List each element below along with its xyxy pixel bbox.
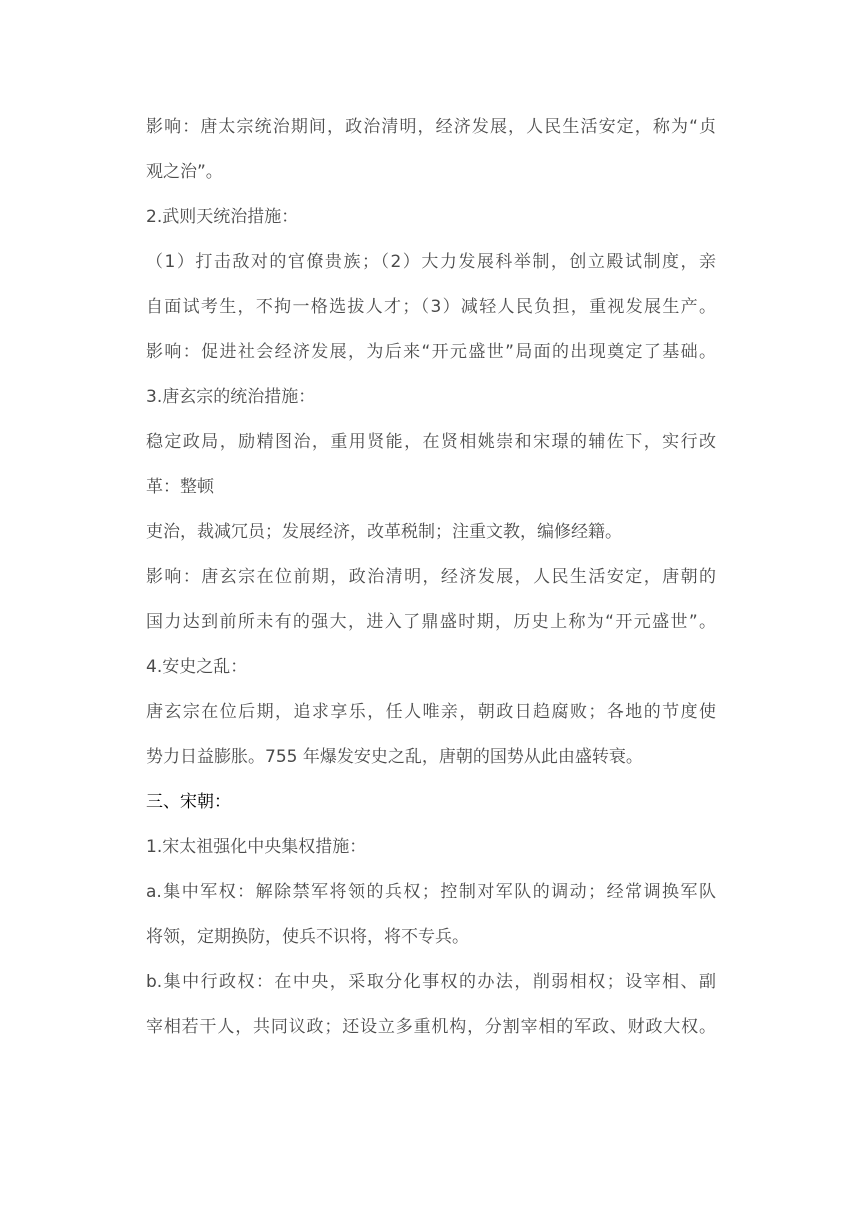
paragraph-line: 势力日益膨胀。755 年爆发安史之乱，唐朝的国势从此由盛转衰。 [146,747,643,767]
paragraph-line: 唐玄宗在位后期，追求享乐，任人唯亲，朝政日趋腐败；各地的节度使 [146,702,716,722]
section-subheading: 3.唐玄宗的统治措施： [146,387,316,407]
paragraph-line: 吏治，裁减冗员；发展经济，改革税制；注重文教，编修经籍。 [146,522,622,542]
paragraph-line: a.集中军权：解除禁军将领的兵权；控制对军队的调动；经常调换军队 [146,882,716,902]
section-subheading: 1.宋太祖强化中央集权措施： [146,837,367,857]
document-body [146,105,716,1050]
paragraph-line: 影响：唐太宗统治期间，政治清明，经济发展，人民生活安定，称为“贞 [146,117,716,137]
paragraph-line: 宰相若干人，共同议政；还设立多重机构，分割宰相的军政、财政大权。 [146,1017,716,1037]
paragraph-line: 影响：唐玄宗在位前期，政治清明，经济发展，人民生活安定，唐朝的 [146,567,716,587]
paragraph-line: 观之治”。 [146,162,223,182]
paragraph-line: b.集中行政权：在中央，采取分化事权的办法，削弱相权；设宰相、副 [146,972,716,992]
paragraph-line: （1）打击敌对的官僚贵族；（2）大力发展科举制，创立殿试制度，亲 [146,252,716,272]
paragraph-line: 革：整顿 [146,477,214,497]
paragraph-line: 影响：促进社会经济发展，为后来“开元盛世”局面的出现奠定了基础。 [146,342,716,362]
paragraph-line: 稳定政局，励精图治，重用贤能，在贤相姚崇和宋璟的辅佐下，实行改 [146,432,716,452]
paragraph-line: 国力达到前所未有的强大，进入了鼎盛时期，历史上称为“开元盛世”。 [146,612,716,632]
section-subheading: 2.武则天统治措施： [146,207,299,227]
section-heading: 三、宋朝： [146,792,231,812]
paragraph-line: 自面试考生，不拘一格选拔人才；（3）减轻人民负担，重视发展生产。 [146,297,716,317]
section-subheading: 4.安史之乱： [146,657,248,677]
paragraph-line: 将领，定期换防，使兵不识将，将不专兵。 [146,927,469,947]
